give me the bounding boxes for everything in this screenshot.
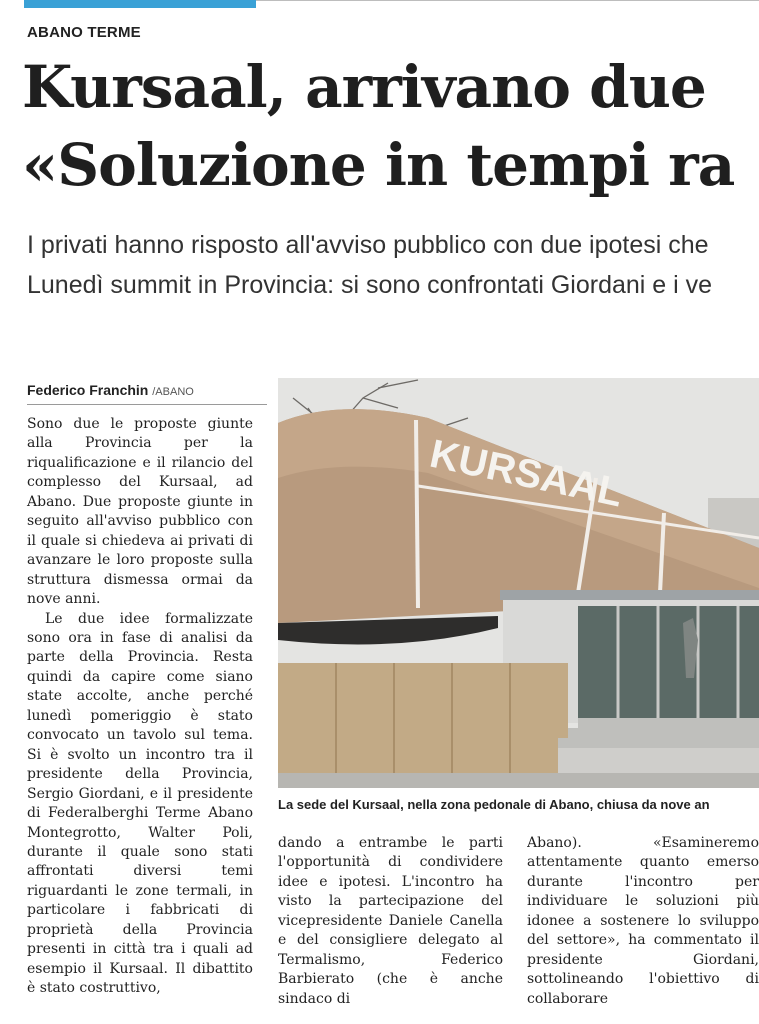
article-column-2: dando a entrambe le parti l'opportunità di condividere idee e ipotesi. L'incontro ha visto la partecipazione del vicepresidente Daniele Canella e del consigliere delegato al Termalismo, Federico Barbierato (che è anche sindaco di [278, 835, 503, 1007]
article-column-1 [27, 415, 253, 999]
section-kicker: ABANO TERME [27, 24, 141, 41]
article-photo [278, 378, 759, 788]
section-accent-bar [24, 0, 256, 8]
byline [27, 382, 267, 405]
kursaal-building-illustration [278, 378, 759, 788]
photo-caption: La sede del Kursaal, nella zona pedonale di Abano, chiusa da nove an [278, 797, 710, 812]
byline-author: Federico Franchin [27, 382, 149, 398]
top-divider [256, 0, 759, 1]
article-paragraph-2: Le due idee formalizzate sono ora in fase di analisi da parte della Provincia. Resta quindi da capire come siano state accolte, anche perché lunedì pomeriggio è stato convocato un tavolo sul tema. Si è svolto un incontro tra il presidente della Provincia, Sergio Giordani, e il presidente di Federalberghi Terme Abano Montegrotto, Walter Poli, durante il quale sono stati affrontati diversi temi riguardanti le zone termali, in particolare i fabbricati di proprietà della Provincia presenti in città tra i quali ad esempio il Kursaal. Il dibattito è stato costruttivo, [27, 610, 253, 997]
headline [22, 48, 759, 204]
subheadline-line-2: Lunedì summit in Provincia: si sono confrontati Giordani e i ve [27, 271, 713, 299]
subheadline-line-1: I privati hanno risposto all'avviso pubblico con due ipotesi che [27, 231, 709, 259]
headline-line-2: «Soluzione in tempi ra [22, 131, 735, 199]
kursaal-sign: KURSAAL [426, 431, 627, 516]
subheadline [27, 225, 759, 305]
article-column-3: Abano). «Esamineremo attentamente quanto emerso durante l'incontro per individuare le soluzioni più idonee a sostenere lo sviluppo del settore», ha commentato il presidente Giordani, sottolineando l'obiettivo di collaborare [527, 835, 759, 1007]
byline-place: /ABANO [152, 386, 194, 398]
headline-line-1: Kursaal, arrivano due [22, 53, 706, 121]
article-paragraph-1: Sono due le proposte giunte alla Provincia per la riqualificazione e il rilancio del complesso del Kursaal, ad Abano. Due proposte giunte in seguito all'avviso pubblico con il quale si chiedeva ai privati di avanzare le loro proposte sulla struttura dismessa ormai da nove anni. [27, 416, 253, 608]
